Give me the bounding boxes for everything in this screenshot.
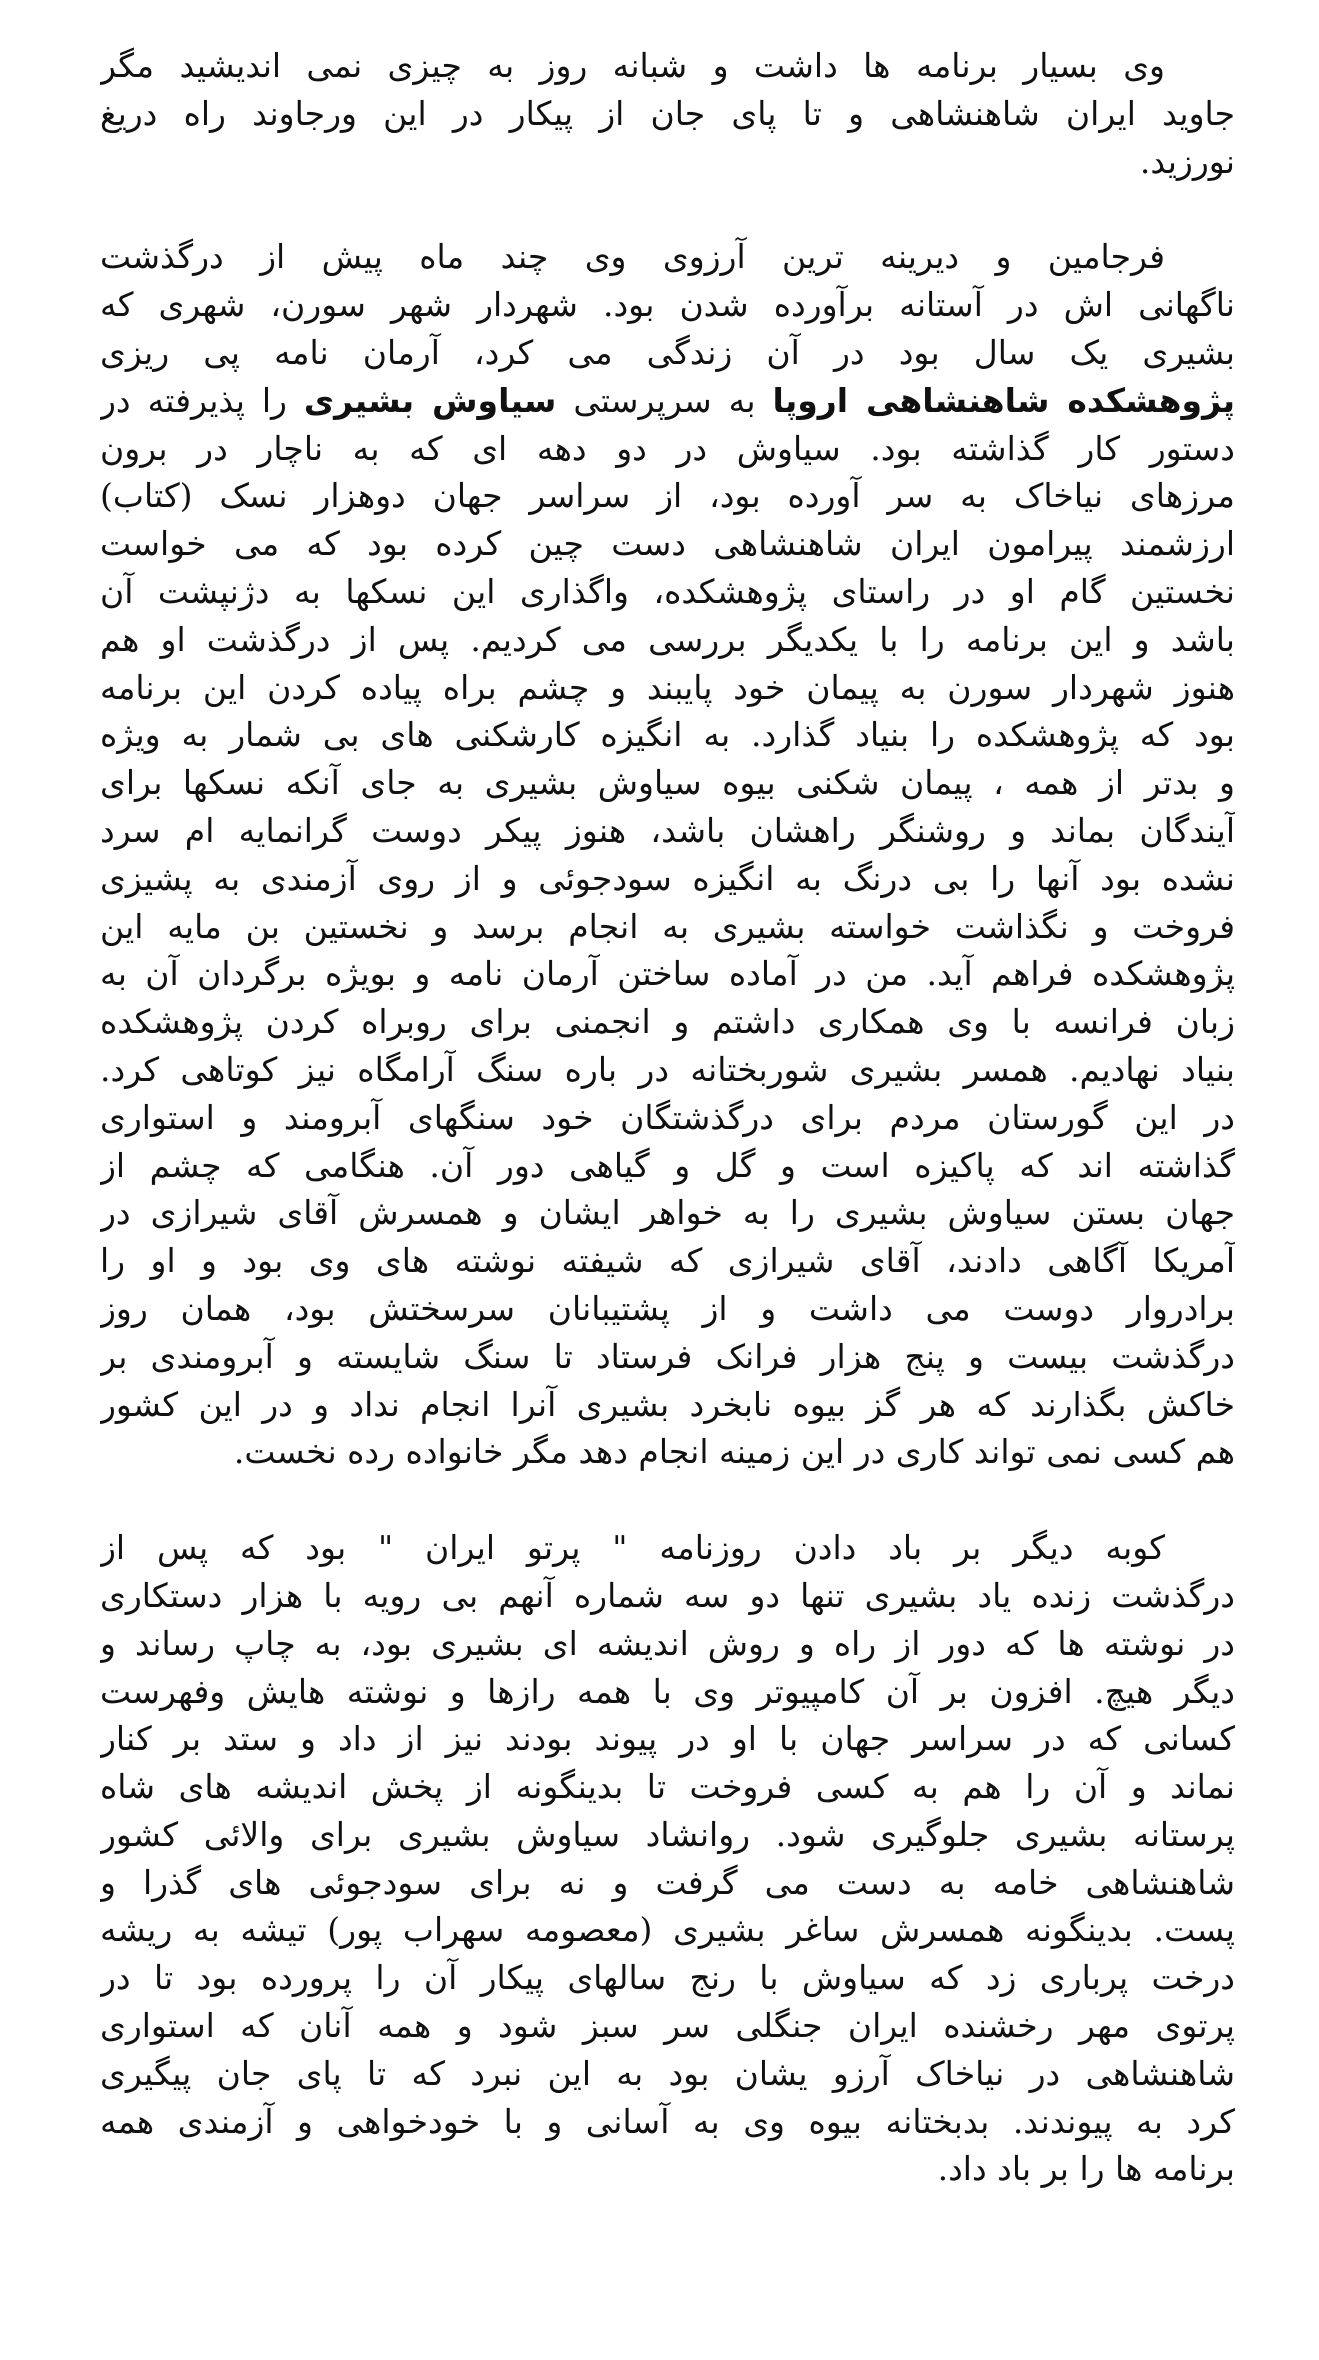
- text-line: برنامه ها را بر باد داد.: [937, 2149, 1235, 2189]
- text-line: فروخت و نگذاشت خواسته بشیری به انجام برسد و نخستین بن مایه این: [100, 906, 1235, 946]
- text-line: نشده بود آنها را بی درنگ به انگیزه سودجوئی و از روی آزمندی به پشیزی: [100, 858, 1235, 898]
- text-line: کرد به پیوندند. بدبختانه بیوه وی به آسانی و با خودخواهی و آزمندی همه: [100, 2101, 1235, 2141]
- text-line: بشیری یک سال بود در آن زندگی می کرد، آرمان نامه پی ریزی: [100, 332, 1235, 372]
- text-line: برادروار دوست می داشت و از پشتیبانان سرسختش بود، همان روز: [100, 1288, 1235, 1328]
- text-line: در این گورستان مردم برای درگذشتگان خود سنگهای آبرومند و استواری: [100, 1097, 1235, 1137]
- text-line: پرتوی مهر رخشنده ایران جنگلی سر سبز شود و همه آنان که استواری: [100, 2006, 1235, 2046]
- text-line: گذاشته اند که پاکیزه است و گل و گیاهی دور آن. هنگامی که چشم از: [100, 1145, 1235, 1185]
- text-line: در نوشته ها که دور از راه و روش اندیشه ای بشیری بود، به چاپ رساند و: [100, 1623, 1235, 1663]
- text-line: پرستانه بشیری جلوگیری شود. روانشاد سیاوش بشیری برای والائی کشور: [100, 1814, 1235, 1854]
- person-name: سیاوش بشیری: [303, 380, 557, 420]
- text-line: و بدتر از همه ، پیمان شکنی بیوه سیاوش بشیری به جای آنکه نسکها برای: [100, 763, 1235, 803]
- text-line: باشد و این برنامه را با یکدیگر بررسی می کردیم. پس از درگذشت او هم: [100, 619, 1235, 659]
- text-line: نماند و آن را هم به کسی فروخت تا بدینگونه از پخش اندیشه های شاه: [100, 1767, 1235, 1807]
- document-page: [100, 42, 1235, 2332]
- paragraph-2: [100, 233, 1235, 1476]
- text-line: فرجامین و دیرینه ترین آرزوی وی چند ماه پیش از درگذشت: [100, 237, 1165, 277]
- text-line: نخستین گام او در راستای پژوهشکده، واگذاری این نسکها به دژنپشت آن: [100, 571, 1235, 611]
- paragraph-3: [100, 1524, 1235, 2193]
- text-line: زبان فرانسه با وی همکاری داشتم و انجمنی برای روبراه کردن پژوهشکده: [100, 1002, 1235, 1042]
- text-line: هم کسی نمی تواند کاری در این زمینه انجام دهد مگر خانواده رده نخست.: [233, 1432, 1235, 1472]
- text-line: پژوهشکده فراهم آید. من در آماده ساختن آرمان نامه و بویژه برگردان آن به: [100, 954, 1235, 994]
- text-line: ارزشمند پیرامون ایران شاهنشاهی دست چین کرده بود که می خواست: [100, 524, 1235, 564]
- text-line: شاهنشاهی در نیاخاک آرزو یشان بود به این نبرد که تا پای جان پیگیری: [100, 2053, 1235, 2093]
- text-line: جاوید ایران شاهنشاهی و تا پای جان از پیکار در این ورجاوند راه دریغ: [100, 93, 1235, 133]
- text-line: شاهنشاهی خامه به دست می گرفت و نه برای سودجوئی های گذرا و: [100, 1862, 1235, 1902]
- text-line: خاکش بگذارند که هر گز بیوه نابخرد بشیری آنرا انجام نداد و در این کشور: [100, 1384, 1235, 1424]
- text-line: درگذشت بیست و پنج هزار فرانک فرستاد تا سنگ شایسته و آبرومندی بر: [100, 1336, 1235, 1376]
- text-line: درگذشت زنده یاد بشیری تنها دو سه شماره آنهم بی رویه با هزار دستکاری: [100, 1575, 1235, 1615]
- text-line: کسانی که در سراسر جهان با او در پیوند بودند نیز از داد و ستد بر کنار: [100, 1719, 1235, 1759]
- institute-name: پژوهشکده شاهنشاهی اروپا: [772, 380, 1235, 420]
- text-line: وی بسیار برنامه ها داشت و شبانه روز به چیزی نمی اندیشید مگر: [100, 46, 1165, 85]
- text-line: دستور کار گذاشته بود. سیاوش در دو دهه ای که به ناچار در برون: [100, 428, 1235, 468]
- text-line: دیگر هیچ. افزون بر آن کامپیوتر وی با همه رازها و نوشته هایش وفهرست: [100, 1671, 1235, 1711]
- text-line: ناگهانی اش در آستانه برآورده شدن بود. شهردار شهر سورن، شهری که: [100, 285, 1235, 325]
- text-fragment: را پذیرفته در: [100, 380, 304, 420]
- text-line: [100, 377, 1235, 425]
- text-line: کوبه دیگر بر باد دادن روزنامه " پرتو ایران " بود که پس از: [100, 1528, 1165, 1568]
- text-line: نورزید.: [1139, 141, 1235, 181]
- text-line: پست. بدینگونه همسرش ساغر بشیری (معصومه سهراب پور) تیشه به ریشه: [100, 1910, 1235, 1950]
- text-line: درخت پرباری زد که سیاوش با رنج سالهای پیکار آن را پرورده بود تا در: [100, 1958, 1235, 1998]
- text-line: آمریکا آگاهی دادند، آقای شیرازی که شیفته نوشته های وی بود و او را: [100, 1241, 1235, 1281]
- text-line: بنیاد نهادیم. همسر بشیری شوربختانه در باره سنگ آرامگاه نیز کوتاهی کرد.: [100, 1049, 1235, 1089]
- text-line: مرزهای نیاخاک به سر آورده بود، از سراسر جهان دوهزار نسک (کتاب): [100, 476, 1235, 516]
- text-line: جهان بستن سیاوش بشیری را به خواهر ایشان و همسرش آقای شیرازی در: [100, 1193, 1235, 1233]
- paragraph-1: [100, 42, 1235, 185]
- text-line: بود که پژوهشکده را بنیاد گذارد. به انگیزه کارشکنی های بی شمار به ویژه: [100, 715, 1235, 755]
- text-line: آیندگان بماند و روشنگر راهشان باشد، هنوز پیکر دوست گرانمایه ام سرد: [100, 810, 1235, 850]
- text-line: هنوز شهردار سورن به پیمان خود پایبند و چشم براه پیاده کردن این برنامه: [100, 667, 1235, 707]
- text-fragment: به سرپرستی: [556, 380, 773, 420]
